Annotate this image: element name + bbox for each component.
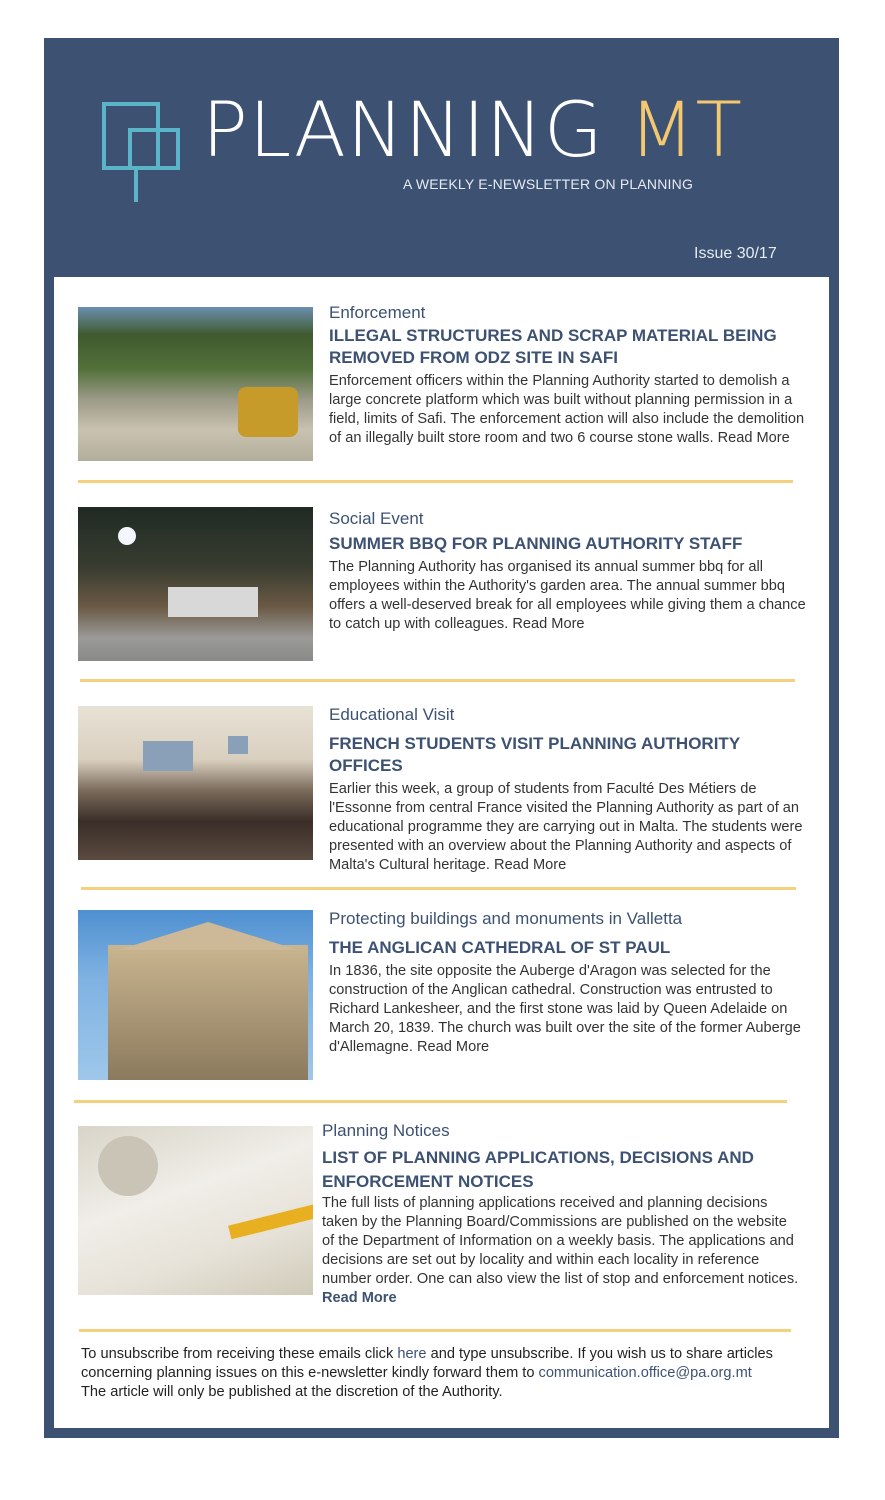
read-more-link[interactable]: Read More [512,616,585,632]
email-link[interactable]: communication.office@pa.org.mt [538,1365,752,1381]
article-category: Enforcement [329,303,426,322]
footer-text: The article will only be published at the discretion of the Authority. [81,1384,503,1400]
planning-mt-logo-icon [100,100,182,204]
article-title[interactable]: ILLEGAL STRUCTURES AND SCRAP MATERIAL BEING REMOVED FROM ODZ SITE IN SAFI [329,326,777,367]
read-more-link[interactable]: Read More [416,1039,490,1055]
article-title[interactable]: LIST OF PLANNING APPLICATIONS, DECISIONS AND ENFORCEMENT NOTICES [322,1148,754,1191]
article-body: In 1836, the site opposite the Auberge d'Aragon was selected for the construction of the Anglican cathedral. Construction was entrusted to Richard Lankesheer, and the first stone was laid by Queen Adelaide on March 20, 1839. The church was built over the site of the former Auberge d'Allemagne. Read More [329,963,801,1055]
article-category: Educational Visit [329,705,455,724]
footer-note [81,1345,801,1402]
divider [81,887,796,890]
divider [78,480,793,483]
article-enforcement [329,303,809,448]
footer-text: and type unsubscribe. If you wish us to share articles concerning planning issues on this e-newsletter kindly forward them to [81,1346,773,1381]
article-image-students[interactable] [78,706,313,860]
article-title[interactable]: FRENCH STUDENTS VISIT PLANNING AUTHORITY OFFICES [329,734,740,775]
article-title[interactable]: SUMMER BBQ FOR PLANNING AUTHORITY STAFF [329,534,743,553]
divider [79,1329,791,1332]
article-cathedral [329,909,809,1057]
read-more-link[interactable]: Read More [717,430,790,446]
article-title[interactable]: THE ANGLICAN CATHEDRAL OF ST PAUL [329,938,671,957]
article-image-bbq[interactable] [78,507,313,661]
divider [74,1100,787,1103]
article-image-enforcement[interactable] [78,307,313,461]
issue-number: Issue 30/17 [694,245,777,262]
article-category: Planning Notices [322,1121,450,1140]
unsubscribe-link[interactable]: here [397,1346,427,1362]
article-category: Social Event [329,509,424,528]
article-body: The Planning Authority has organised its annual summer bbq for all employees within the Authority's garden area. The annual summer bbq offers a well-deserved break for all employees while giving them a chance to catch up with colleagues. Read More [329,559,806,632]
article-body: The full lists of planning applications received and planning decisions taken by the Planning Board/Commissions are published on the website of the Department of Information on a weekly basis. The applications and decisions are set out by locality and within each locality in reference number order. One can also view the list of stop and enforcement notices. Read More [322,1195,799,1306]
article-category: Protecting buildings and monuments in Valletta [329,909,683,928]
tagline: A WEEKLY E-NEWSLETTER ON PLANNING [403,176,694,192]
read-more-link[interactable]: Read More [494,857,567,873]
article-social-event [329,509,809,634]
article-image-cathedral[interactable] [78,910,313,1080]
article-body: Earlier this week, a group of students from Faculté Des Métiers de l'Essonne from central France visited the Planning Authority as part of an educational programme they are carrying out in Malta. The students were presented with an overview about the Planning Authority and aspects of Malta's Cultural heritage. Read More [329,781,803,873]
article-planning-notices [322,1121,802,1308]
divider [80,679,795,682]
footer-text: To unsubscribe from receiving these emails click [81,1346,398,1362]
article-educational-visit [329,705,809,875]
article-body: Enforcement officers within the Planning Authority started to demolish a large concrete platform which was built without planning permission in a field, limits of Safi. The enforcement action will also include the demolition of an illegally built store room and two 6 course stone walls. Read More [329,373,805,446]
read-more-link[interactable]: Read More [322,1290,397,1306]
article-image-plans[interactable] [78,1126,313,1295]
brand-title: PLANNING MT [202,85,743,174]
